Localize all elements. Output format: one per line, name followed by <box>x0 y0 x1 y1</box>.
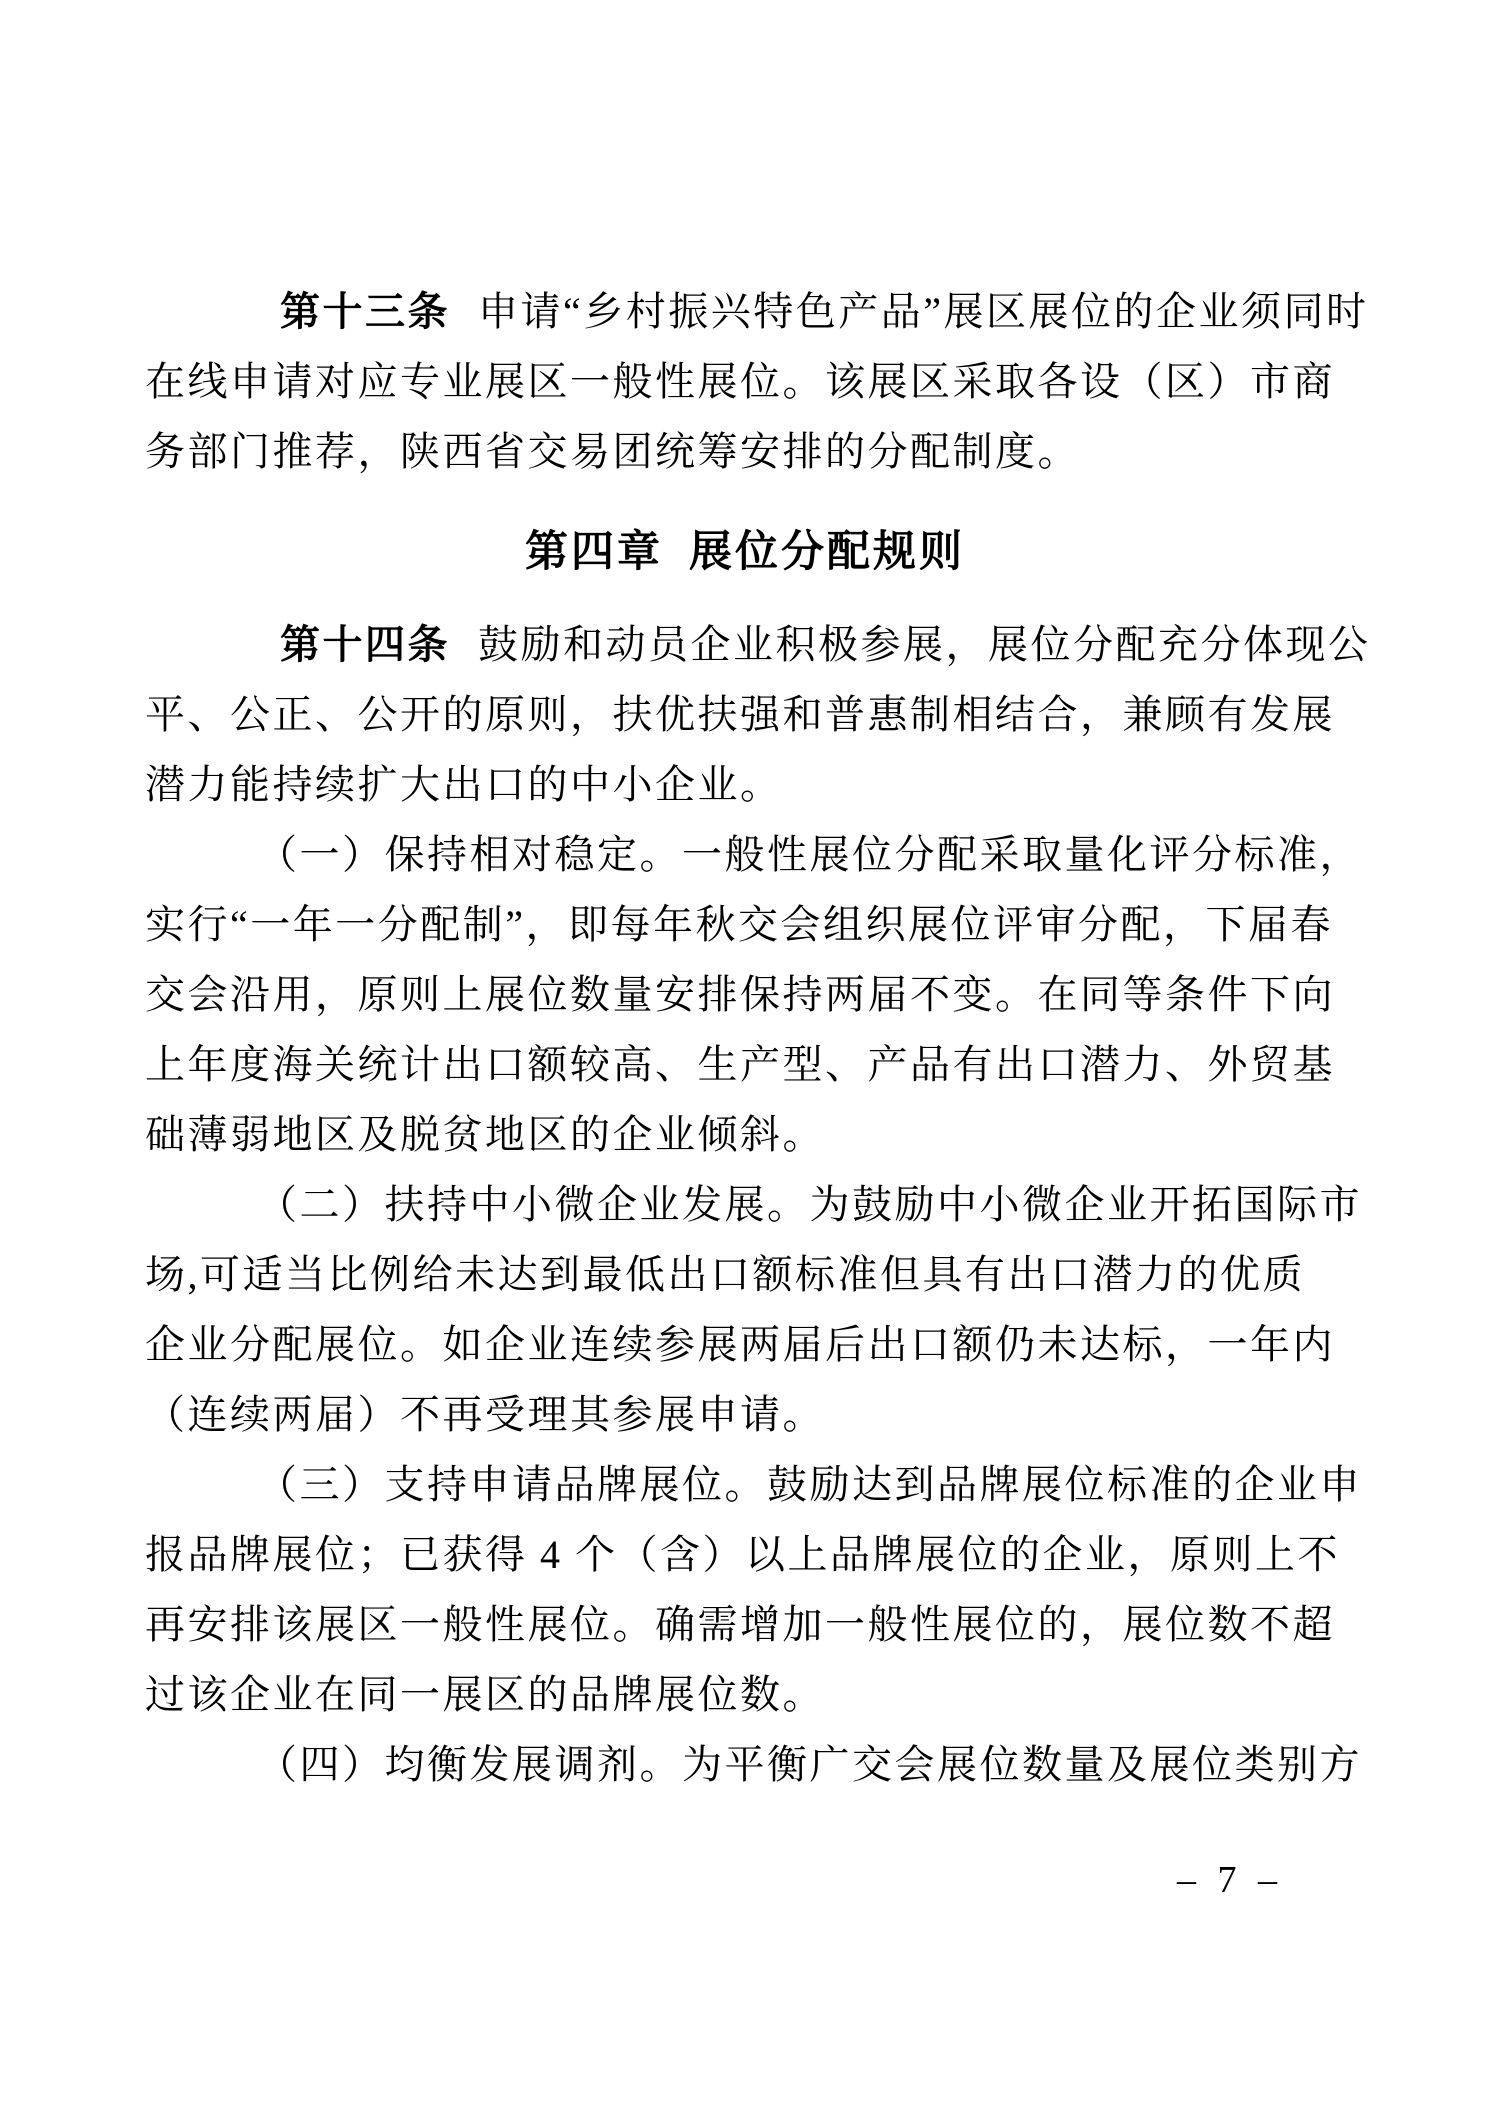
text-line: 务部门推荐，陕西省交易团统筹安排的分配制度。 <box>145 429 1080 474</box>
line-text: （四）均衡发展调剂。为平衡广交会展位数量及展位类别方 <box>257 1742 1362 1787</box>
item-paragraph <box>145 1450 1362 1730</box>
article-number: 第十四条 <box>280 622 450 667</box>
article-paragraph <box>145 610 1371 820</box>
chapter-title: 展位分配规则 <box>689 528 965 576</box>
text-line <box>145 1170 1362 1240</box>
text-line: 过该企业在同一展区的品牌展位数。 <box>145 1672 825 1717</box>
chapter-heading <box>145 517 1345 587</box>
text-line: 再安排该展区一般性展位。确需增加一般性展位的，展位数不超 <box>145 1602 1335 1647</box>
item-paragraph <box>145 1730 1362 1800</box>
line-text: 申请“乡村振兴特色产品”展区展位的企业须同时 <box>478 289 1369 334</box>
item-paragraph <box>145 820 1362 1170</box>
text-line: 企业分配展位。如企业连续参展两届后出口额仍未达标，一年内 <box>145 1322 1335 1367</box>
page-number: – 7 – <box>1177 1859 1283 1901</box>
text-line: 在线申请对应专业展区一般性展位。该展区采取各设（区）市商 <box>145 359 1335 404</box>
article-paragraph <box>145 277 1369 487</box>
text-line: 交会沿用，原则上展位数量安排保持两届不变。在同等条件下向 <box>145 972 1335 1017</box>
text-line: 报品牌展位；已获得 4 个（含）以上品牌展位的企业，原则上不 <box>145 1532 1340 1577</box>
text-line <box>145 820 1362 890</box>
text-line: 础薄弱地区及脱贫地区的企业倾斜。 <box>145 1112 825 1157</box>
text-line: 上年度海关统计出口额较高、生产型、产品有出口潜力、外贸基 <box>145 1042 1335 1087</box>
line-text: 鼓励和动员企业积极参展，展位分配充分体现公 <box>478 622 1371 667</box>
text-line: （连续两届）不再受理其参展申请。 <box>145 1392 825 1437</box>
item-paragraph <box>145 1170 1362 1450</box>
text-line: 平、公正、公开的原则，扶优扶强和普惠制相结合，兼顾有发展 <box>145 692 1335 737</box>
text-line: 场,可适当比例给未达到最低出口额标准但具有出口潜力的优质 <box>145 1252 1305 1297</box>
chapter-number: 第四章 <box>525 528 663 576</box>
document-body <box>145 277 1371 1800</box>
line-text: （一）保持相对稳定。一般性展位分配采取量化评分标准， <box>257 832 1362 877</box>
text-line: 实行“一年一分配制”，即每年秋交会组织展位评审分配，下届春 <box>145 902 1334 947</box>
text-line <box>145 610 1371 680</box>
line-text: （三）支持申请品牌展位。鼓励达到品牌展位标准的企业申 <box>257 1462 1362 1507</box>
line-text: （二）扶持中小微企业发展。为鼓励中小微企业开拓国际市 <box>257 1182 1362 1227</box>
article-number: 第十三条 <box>280 289 450 334</box>
text-line <box>145 1450 1362 1520</box>
text-line <box>145 1730 1362 1800</box>
text-line <box>145 277 1369 347</box>
text-line: 潜力能持续扩大出口的中小企业。 <box>145 762 783 807</box>
